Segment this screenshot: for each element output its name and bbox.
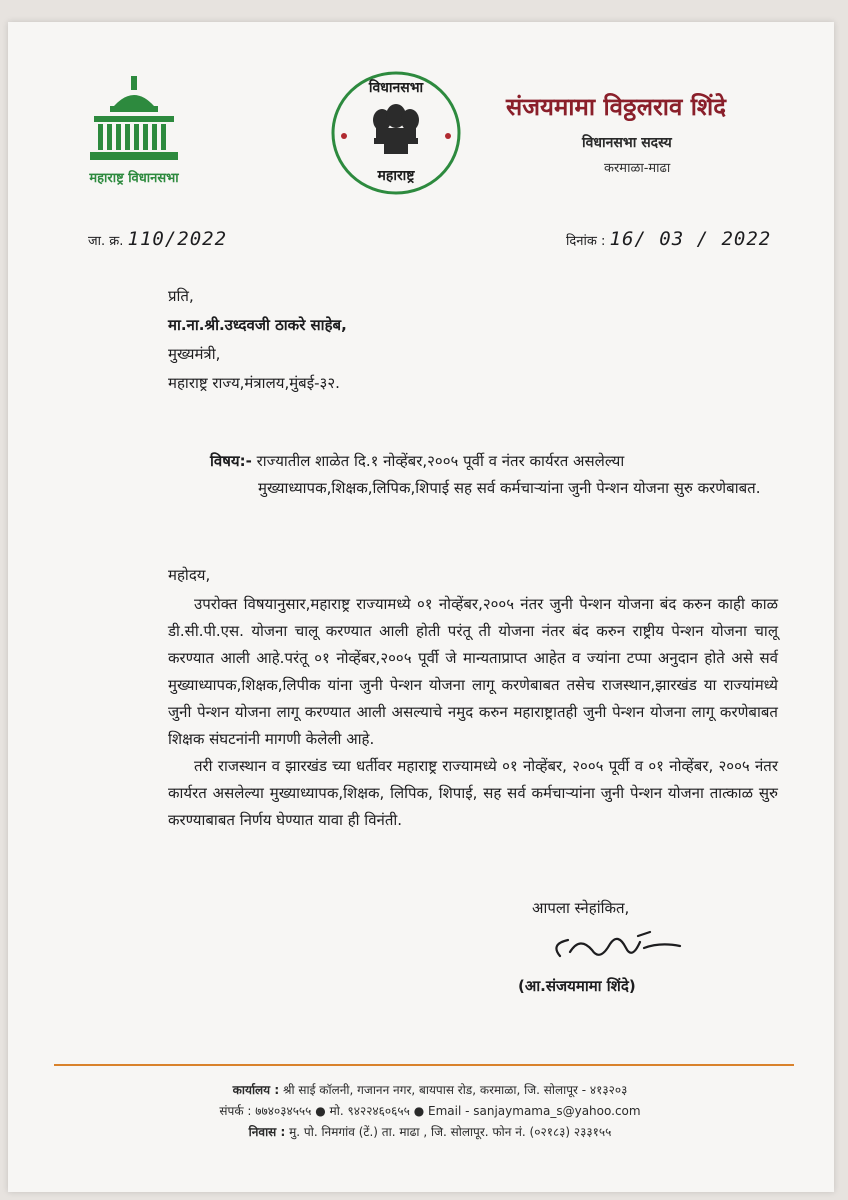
residence-label: निवास : [248, 1125, 286, 1139]
member-block [506, 90, 806, 176]
subject-label: विषय:- [210, 452, 252, 470]
addressee-line-1: प्रति, [168, 287, 194, 305]
handwritten-signature-icon [540, 922, 690, 972]
date-value: 16/ 03 / 2022 [609, 228, 772, 250]
residence-address: मु. पो. निमगांव (टें.) ता. माढा , जि. सोलापूर. फोन नं. (०२१८३) २३३१५५ [289, 1125, 612, 1139]
footer-residence-line [100, 1122, 760, 1143]
body-paragraph-2: तरी राजस्थान व झारखंड च्या धर्तीवर महाराष्ट्र राज्यामध्ये ०१ नोव्हेंबर, २००५ पूर्वी व ०१ नोव्हेंबर, २००५ नंतर कार्यरत असलेल्या मुख्याध्यापक,शिक्षक, लिपिक, शिपाई, सह सर्व कर्मचाऱ्यांना जुनी पेन्शन योजना तात्काळ सुरु करण्याबाबत निर्णय घेण्यात यावा ही विनंती. [168, 757, 778, 829]
letter-body [168, 562, 778, 834]
assembly-building-icon [84, 76, 184, 162]
signature [540, 922, 690, 976]
emblem-seal [330, 70, 462, 196]
closing-text: आपला स्नेहांकित, [532, 899, 630, 917]
addressee-block [168, 282, 347, 398]
office-address: श्री साई कॉलनी, गजानन नगर, बायपास रोड, करमाळा, जि. सोलापूर - ४१३२०३ [282, 1083, 628, 1097]
email-label: ● Email - [413, 1104, 470, 1118]
assembly-caption: महाराष्ट्र विधानसभा [89, 171, 179, 186]
emblem-top-text: विधानसभा [368, 80, 424, 96]
letter-date [566, 228, 771, 250]
subject-line-1: राज्यातील शाळेत दि.१ नोव्हेंबर,२००५ पूर्वी व नंतर कार्यरत असलेल्या [256, 452, 625, 470]
subject-line-2: मुख्याध्यापक,शिक्षक,लिपिक,शिपाई सह सर्व कर्मचाऱ्यांना जुनी पेन्शन योजना सुरु करणेबाबत. [258, 479, 761, 497]
contact-label: संपर्क : [219, 1104, 252, 1118]
member-designation: विधानसभा सदस्य [582, 135, 672, 151]
emblem-bottom-text: महाराष्ट्र [377, 168, 415, 184]
signatory-name: (आ.संजयमामा शिंदे) [518, 977, 636, 995]
member-name: संजयमामा विठ्ठलराव शिंदे [506, 93, 726, 121]
addressee-line-2: मा.ना.श्री.उध्दवजी ठाकरे साहेब, [168, 316, 347, 334]
mobile-label: ● मो. [315, 1104, 344, 1118]
mobile-number: ९४२२४६०६५५ [347, 1104, 410, 1118]
assembly-logo [74, 76, 194, 186]
reference-number [88, 228, 227, 250]
email-address: sanjaymama_s@yahoo.com [473, 1104, 641, 1118]
salutation: महोदय, [168, 566, 211, 584]
reference-label: जा. क्र. [88, 234, 124, 249]
member-constituency: करमाळा-माढा [604, 161, 671, 176]
date-label: दिनांक : [566, 234, 606, 249]
footer-divider [54, 1064, 794, 1066]
footer-office-line [100, 1080, 760, 1101]
office-label: कार्यालय : [232, 1083, 280, 1097]
reference-value: 110/2022 [127, 228, 228, 250]
body-paragraph-1: उपरोक्त विषयानुसार,महाराष्ट्र राज्यामध्ये ०१ नोव्हेंबर,२००५ नंतर जुनी पेन्शन योजना बंद करुन काही काळ डी.सी.पी.एस. योजना चालू करण्यात आली होती परंतू ती योजना नंतर बंद करुन राष्ट्रीय पेन्शन योजना चालू करण्यात आली आहे.परंतू ०१ नोव्हेंबर,२००५ पूर्वी जे मान्यताप्राप्त आहेत व ज्यांना टप्पा अनुदान होते असे सर्व मुख्याध्यापक,शिक्षक,लिपीक यांना जुनी पेन्शन योजना लागू करणेबाबत तसेच राजस्थान,झारखंड या राज्यांमध्ये जुनी पेन्शन योजना लागू करण्यात आली असल्याचे नमुद करुन महाराष्ट्रातही जुनी पेन्शन योजना लागू करणेबाबत शिक्षक संघटनांनी मागणी केलेली आहे. [168, 595, 778, 748]
subject-block [210, 448, 780, 502]
footer-contact-line [100, 1101, 760, 1122]
addressee-line-4: महाराष्ट्र राज्य,मंत्रालय,मुंबई-३२. [168, 374, 340, 392]
phone-number: ७७४०३४५५५ [255, 1104, 312, 1118]
footer-block [100, 1080, 760, 1143]
addressee-line-3: मुख्यमंत्री, [168, 345, 221, 363]
